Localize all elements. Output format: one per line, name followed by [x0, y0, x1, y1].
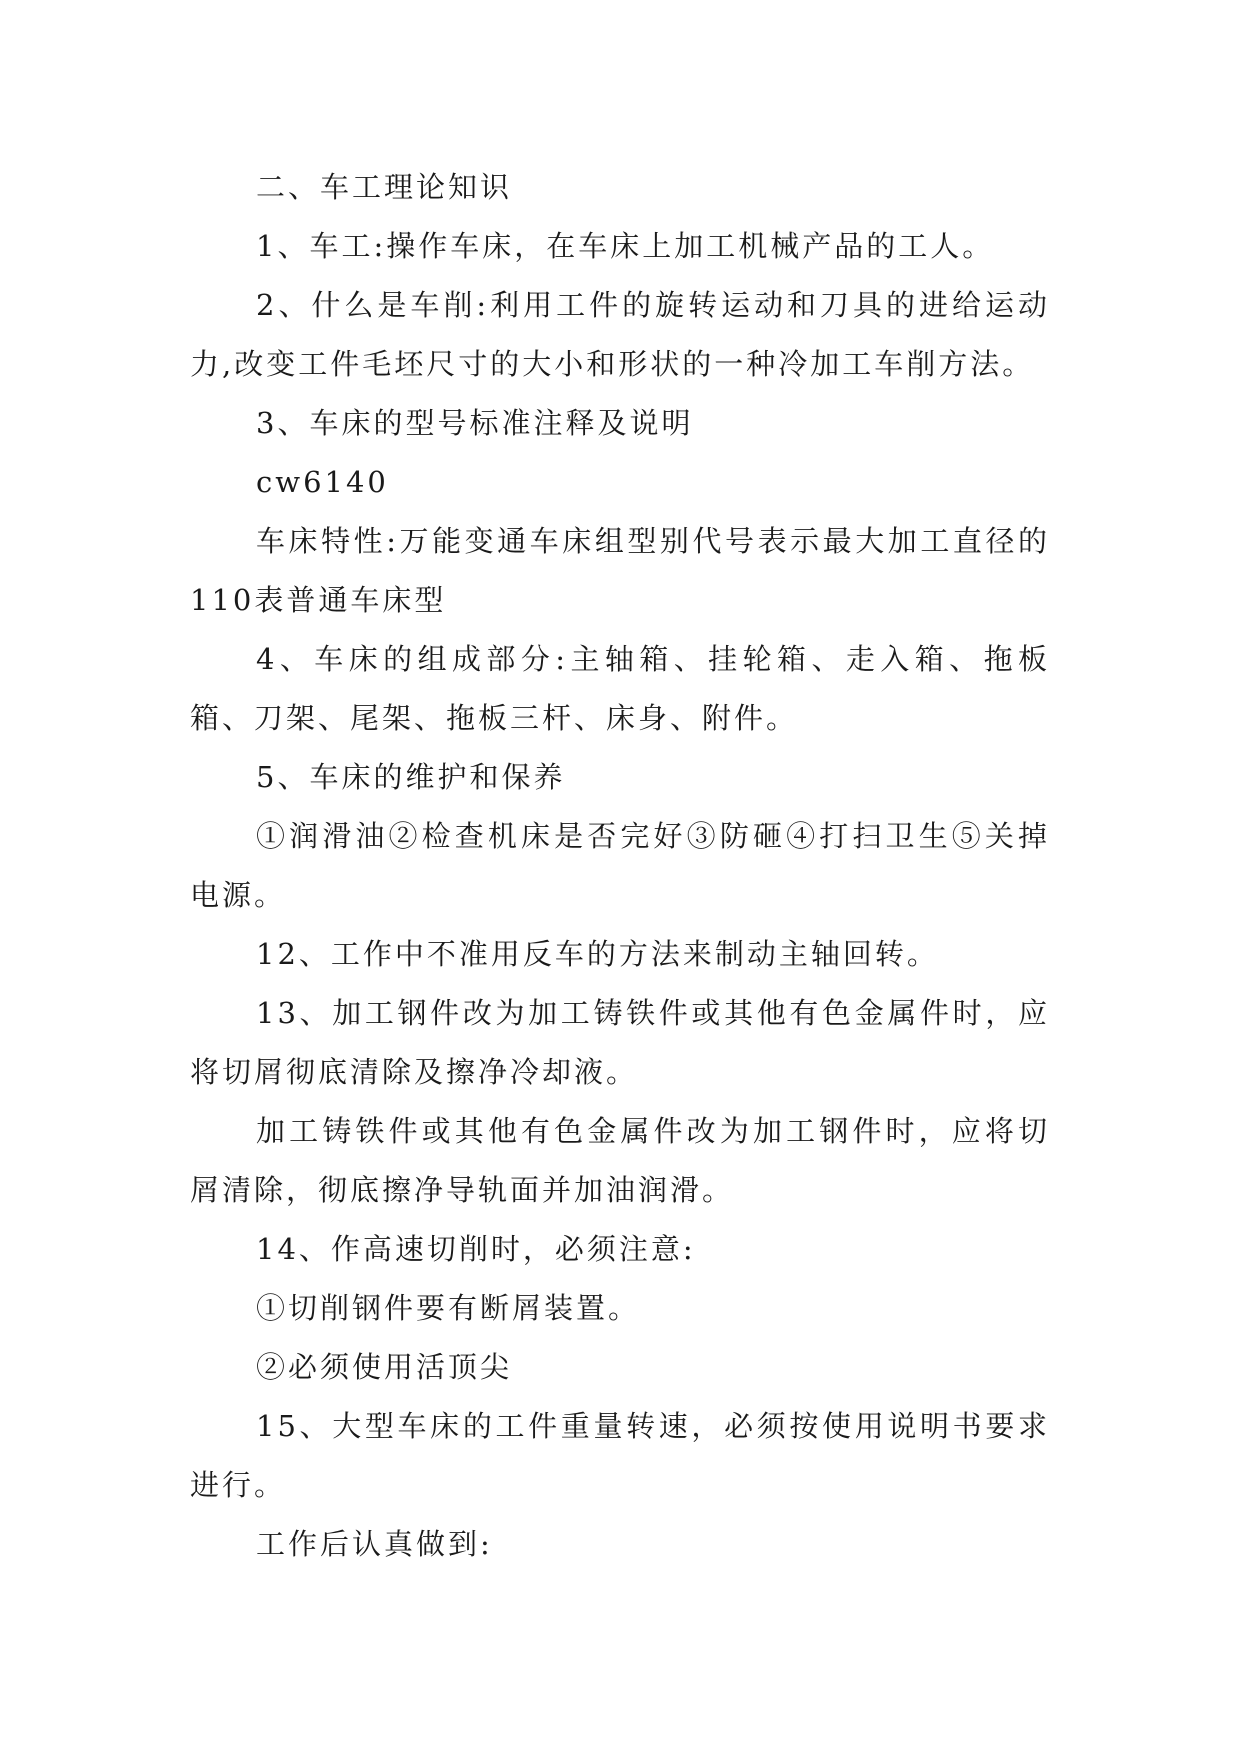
paragraph: 12、工作中不准用反车的方法来制动主轴回转。 — [256, 937, 939, 971]
section-heading: 二、车工理论知识 — [256, 170, 513, 204]
paragraph: ②必须使用活顶尖 — [256, 1350, 513, 1384]
paragraph: ①切削钢件要有断屑装置。 — [256, 1291, 641, 1325]
paragraph: 15、大型车床的工件重量转速，必须按使用说明书要求进行。 — [190, 1409, 1050, 1502]
paragraph: ①润滑油②检查机床是否完好③防砸④打扫卫生⑤关掉电源。 — [190, 819, 1050, 912]
paragraph: 13、加工钢件改为加工铸铁件或其他有色金属件时，应将切屑彻底清除及擦净冷却液。 — [190, 996, 1050, 1089]
document-body — [190, 158, 1050, 1574]
paragraph: 车床特性:万能变通车床组型别代号表示最大加工直径的110表普通车床型 — [190, 524, 1050, 617]
paragraph: 5、车床的维护和保养 — [256, 760, 566, 794]
paragraph: 2、什么是车削:利用工件的旋转运动和刀具的进给运动力,改变工件毛坯尺寸的大小和形状的一种冷加工车削方法。 — [190, 288, 1050, 381]
paragraph: 14、作高速切削时，必须注意: — [256, 1232, 696, 1266]
paragraph: 工作后认真做到: — [256, 1527, 493, 1561]
paragraph: 加工铸铁件或其他有色金属件改为加工钢件时，应将切屑清除，彻底擦净导轨面并加油润滑。 — [190, 1114, 1050, 1207]
paragraph: 4、车床的组成部分:主轴箱、挂轮箱、走入箱、拖板箱、刀架、尾架、拖板三杆、床身、附件。 — [190, 642, 1050, 735]
paragraph: cw6140 — [256, 465, 389, 499]
paragraph: 1、车工:操作车床，在车床上加工机械产品的工人。 — [256, 229, 995, 263]
paragraph: 3、车床的型号标准注释及说明 — [256, 406, 694, 440]
